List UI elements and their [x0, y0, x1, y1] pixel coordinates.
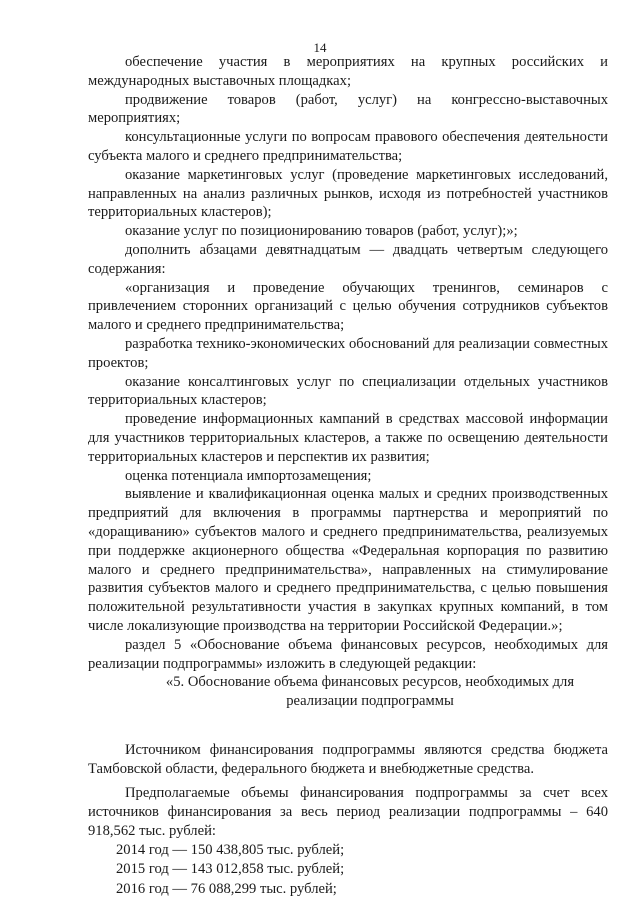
paragraph: раздел 5 «Обоснование объема финансовых ресурсов, необходимых для реализации подпрограммы» изложить в следующей редакции: [88, 636, 608, 672]
paragraph: оказание услуг по позиционированию товаров (работ, услуг);»; [125, 223, 518, 240]
paragraph: Предполагаемые объемы финансирования подпрограммы за счет всех источников финансирования за весь период реализации подпрограммы – 640 918,562 тыс. рублей: [88, 785, 608, 840]
paragraph: оказание маркетинговых услуг (проведение маркетинговых исследований, направленных на анализ различных рынков, исходя из потребностей участников территориальных кластеров); [88, 166, 608, 221]
paragraph: выявление и квалификационная оценка малых и средних производственных предприятий для включения в программы партнерства и мероприятий по «доращиванию» субъектов малого и среднего предпринимательства, реализуемых при поддержке акционерного общества «Федеральная корпорация по развитию малого и среднего предпринимательства», направленных на стимулирование развития субъектов малого и среднего предпринимательства, с целью повышения положительной результативности участия в закупках крупных компаний, в том числе локализующие производства на территории Российской Федерации.»; [88, 486, 608, 634]
paragraph: обеспечение участия в мероприятиях на крупных российских и международных выставочных площадках; [88, 54, 608, 89]
section-heading-line1: «5. Обоснование объема финансовых ресурсов, необходимых для [165, 674, 575, 691]
year-line-2014: 2014 год — 150 438,805 тыс. рублей; [116, 841, 345, 858]
spacer [88, 711, 608, 741]
paragraph: дополнить абзацами девятнадцатым — двадцать четвертым следующего содержания: [88, 241, 608, 277]
paragraph: оценка потенциала импортозамещения; [125, 467, 372, 484]
paragraph: проведение информационных кампаний в средствах массовой информации для участников территориальных кластеров, а также по освещению деятельности территориальных кластеров и перспектив их развития; [88, 411, 608, 465]
year-line-2015: 2015 год — 143 012,858 тыс. рублей; [116, 861, 345, 878]
page-number: 14 [313, 40, 327, 55]
paragraph: разработка технико-экономических обоснований для реализации совместных проектов; [88, 335, 608, 371]
paragraph: оказание консалтинговых услуг по специализации отдельных участников территориальных кластеров; [88, 373, 608, 409]
section-heading-line2: реализации подпрограммы [286, 693, 454, 710]
paragraph: Источником финансирования подпрограммы являются средства бюджета Тамбовской области, федерального бюджета и внебюджетные средства. [88, 741, 608, 777]
paragraph: продвижение товаров (работ, услуг) на конгрессно-выставочных мероприятиях; [88, 91, 608, 127]
paragraph: консультационные услуги по вопросам правового обеспечения деятельности субъекта малого и среднего предпринимательства; [88, 129, 608, 164]
paragraph: «организация и проведение обучающих тренингов, семинаров с привлечением сторонних организаций с целью обучения сотрудников субъектов малого и среднего предпринимательства; [88, 279, 608, 334]
document-body [88, 53, 608, 899]
year-line-2016: 2016 год — 76 088,299 тыс. рублей; [116, 880, 337, 897]
